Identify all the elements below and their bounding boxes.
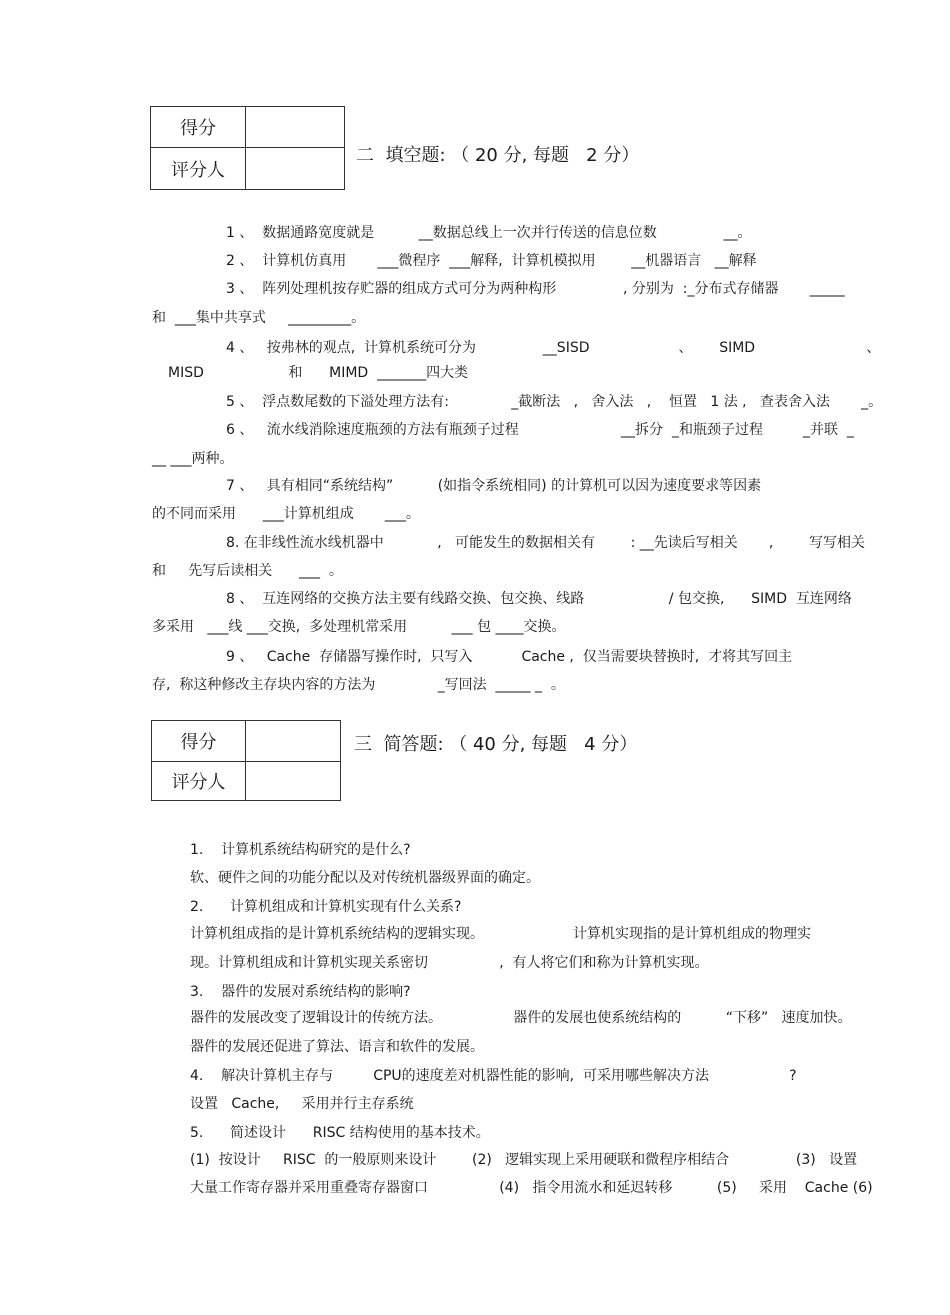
section3-line: 2. 计算机组成和计算机实现有什么关系? <box>190 899 462 915</box>
section3-line: 现。计算机组成和计算机实现关系密切 , 有人将它们和称为计算机实现。 <box>190 955 709 971</box>
section2-line: 9 、 Cache 存储器写操作时, 只写入 Cache , 仅当需要块替换时, 才将其写回主 <box>226 649 793 665</box>
section3-line: 器件的发展改变了逻辑设计的传统方法。 器件的发展也使系统结构的 “下移” 速度加快。 <box>190 1010 852 1026</box>
section3-line: (1) 按设计 RISC 的一般原则来设计 (2) 逻辑实现上采用硬联和微程序相结合 (3) 设置 <box>190 1152 858 1168</box>
section2-line: 2 、 计算机仿真用 ___微程序 ___解释, 计算机模拟用 __机器语言 __解释 <box>226 253 757 269</box>
section2-line: 4 、 按弗林的观点, 计算机系统可分为 __SISD 、 SIMD 、 <box>226 340 881 356</box>
score-label: 得分 <box>152 721 246 762</box>
section3-line: 5. 简述设计 RISC 结构使用的基本技术。 <box>190 1125 490 1141</box>
section2-line: 的不同而采用 ___计算机组成 ___。 <box>152 506 420 522</box>
section3-title: 三 简答题: （ 40 分, 每题 4 分） <box>354 734 638 755</box>
section2-line: 和 ___集中共享式 _________。 <box>152 310 366 326</box>
section3-line: 设置 Cache, 采用并行主存系统 <box>190 1096 414 1112</box>
section2-line: 8 、 互连网络的交换方法主要有线路交换、包交换、线路 / 包交换, SIMD 互连网络 <box>226 591 852 607</box>
section2-line: 1 、 数据通路宽度就是 __数据总线上一次并行传送的信息位数 __。 <box>226 225 752 241</box>
score-label: 得分 <box>151 107 246 148</box>
section3-line: 大量工作寄存器并采用重叠寄存器窗口 (4) 指令用流水和延迟转移 (5) 采用 Cache (6) <box>190 1180 873 1196</box>
section2-line: __ ___两种。 <box>152 451 234 467</box>
score-box-section3 <box>151 720 341 801</box>
score-box-section2 <box>150 106 345 190</box>
section3-line: 3. 器件的发展对系统结构的影响? <box>190 984 411 1000</box>
section2-line: 7 、 具有相同“系统结构” (如指令系统相同) 的计算机可以因为速度要求等因素 <box>226 478 762 494</box>
grader-label: 评分人 <box>152 762 246 801</box>
section3-line: 器件的发展还促进了算法、语言和软件的发展。 <box>190 1039 484 1055</box>
section3-line: 计算机组成指的是计算机系统结构的逻辑实现。 计算机实现指的是计算机组成的物理实 <box>190 926 812 942</box>
score-value-cell <box>246 721 341 762</box>
section2-line: 5 、 浮点数尾数的下溢处理方法有: _截断法 , 舍入法 , 恒置 1 法 , 查表舍入法 _。 <box>226 394 883 410</box>
section2-line: 多采用 ___线 ___交换, 多处理机常采用 ___ 包 ____交换。 <box>152 619 566 635</box>
section2-line: MISD 和 MIMD _______四大类 <box>168 365 469 381</box>
grader-label: 评分人 <box>151 148 246 190</box>
section2-line: 存, 称这种修改主存块内容的方法为 _写回法 _____ _ 。 <box>152 677 565 693</box>
section3-line: 软、硬件之间的功能分配以及对传统机器级界面的确定。 <box>190 870 540 886</box>
grader-value-cell <box>246 148 345 190</box>
section2-line: 3 、 阵列处理机按存贮器的组成方式可分为两种构形 , 分别为 :_分布式存储器 _____ <box>226 281 845 297</box>
grader-value-cell <box>246 762 341 801</box>
section2-line: 6 、 流水线消除速度瓶颈的方法有瓶颈子过程 __拆分 _和瓶颈子过程 _并联 _ <box>226 422 854 438</box>
section3-line: 4. 解决计算机主存与 CPU的速度差对机器性能的影响, 可采用哪些解决方法 ? <box>190 1068 797 1084</box>
score-value-cell <box>246 107 345 148</box>
section2-line: 8. 在非线性流水线机器中 , 可能发生的数据相关有 : __先读后写相关 , 写写相关 <box>226 535 865 551</box>
section2-line: 和 先写后读相关 ___ 。 <box>152 563 343 579</box>
section3-line: 1. 计算机系统结构研究的是什么? <box>190 842 411 858</box>
section2-title: 二 填空题: （ 20 分, 每题 2 分） <box>356 145 640 166</box>
